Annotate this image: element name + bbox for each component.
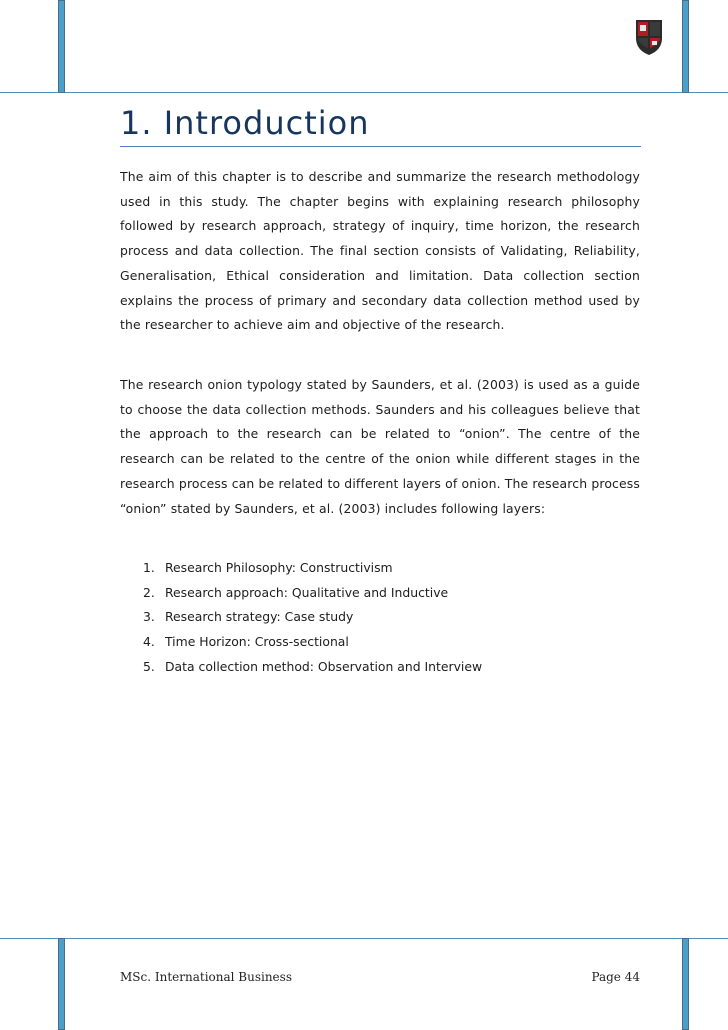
list-item-text: Data collection method: Observation and Interview	[165, 658, 483, 674]
list-item-text: Research Philosophy: Constructivism	[165, 560, 393, 575]
list-item	[143, 630, 482, 655]
list-item-text: Research strategy: Case study	[165, 609, 354, 625]
section-heading: 1. Introduction	[120, 104, 370, 142]
intro-paragraph: The aim of this chapter is to describe and summarize the research methodology used in this study. The chapter begins with explaining research philosophy followed by research approach, strategy of inquiry, time horizon, the research process and data collection. The final section consists of Validating, Reliability, Generalisation, Ethical consideration and limitation. Data collection section explains the process of primary and secondary data collection method used by the researcher to achieve aim and objective of the research.	[120, 169, 640, 333]
bottom-right-bar	[682, 938, 689, 1030]
list-item	[143, 556, 482, 581]
list-item	[143, 655, 482, 680]
list-item-number: 5.	[143, 658, 155, 674]
list-item-number: 1.	[143, 560, 155, 575]
list-item	[143, 605, 482, 630]
list-item	[143, 581, 482, 606]
list-item-text: Time Horizon: Cross-sectional	[165, 634, 349, 650]
footer-course-name: MSc. International Business	[120, 970, 292, 984]
list-item-number: 2.	[143, 584, 155, 600]
top-left-bar	[58, 0, 65, 93]
top-right-bar	[682, 0, 689, 93]
top-border-line	[0, 92, 728, 93]
onion-paragraph: The research onion typology stated by Saunders, et al. (2003) is used as a guide to choose the data collection methods. Saunders and his colleagues believe that the approach to the research can be related to “onion”. The centre of the research can be related to the centre of the onion while different stages in the research process can be related to different layers of onion. The research process “onion” stated by Saunders, et al. (2003) includes following layers:	[120, 377, 640, 516]
list-item-number: 3.	[143, 609, 155, 625]
bottom-left-bar	[58, 938, 65, 1030]
research-layers-list	[143, 556, 482, 680]
footer-page-number: Page 44	[591, 970, 640, 984]
list-item-number: 4.	[143, 634, 155, 650]
heading-underline	[120, 146, 641, 147]
bottom-border-line	[0, 938, 728, 939]
list-item-text: Research approach: Qualitative and Inductive	[165, 584, 449, 600]
university-crest-icon	[634, 18, 664, 56]
